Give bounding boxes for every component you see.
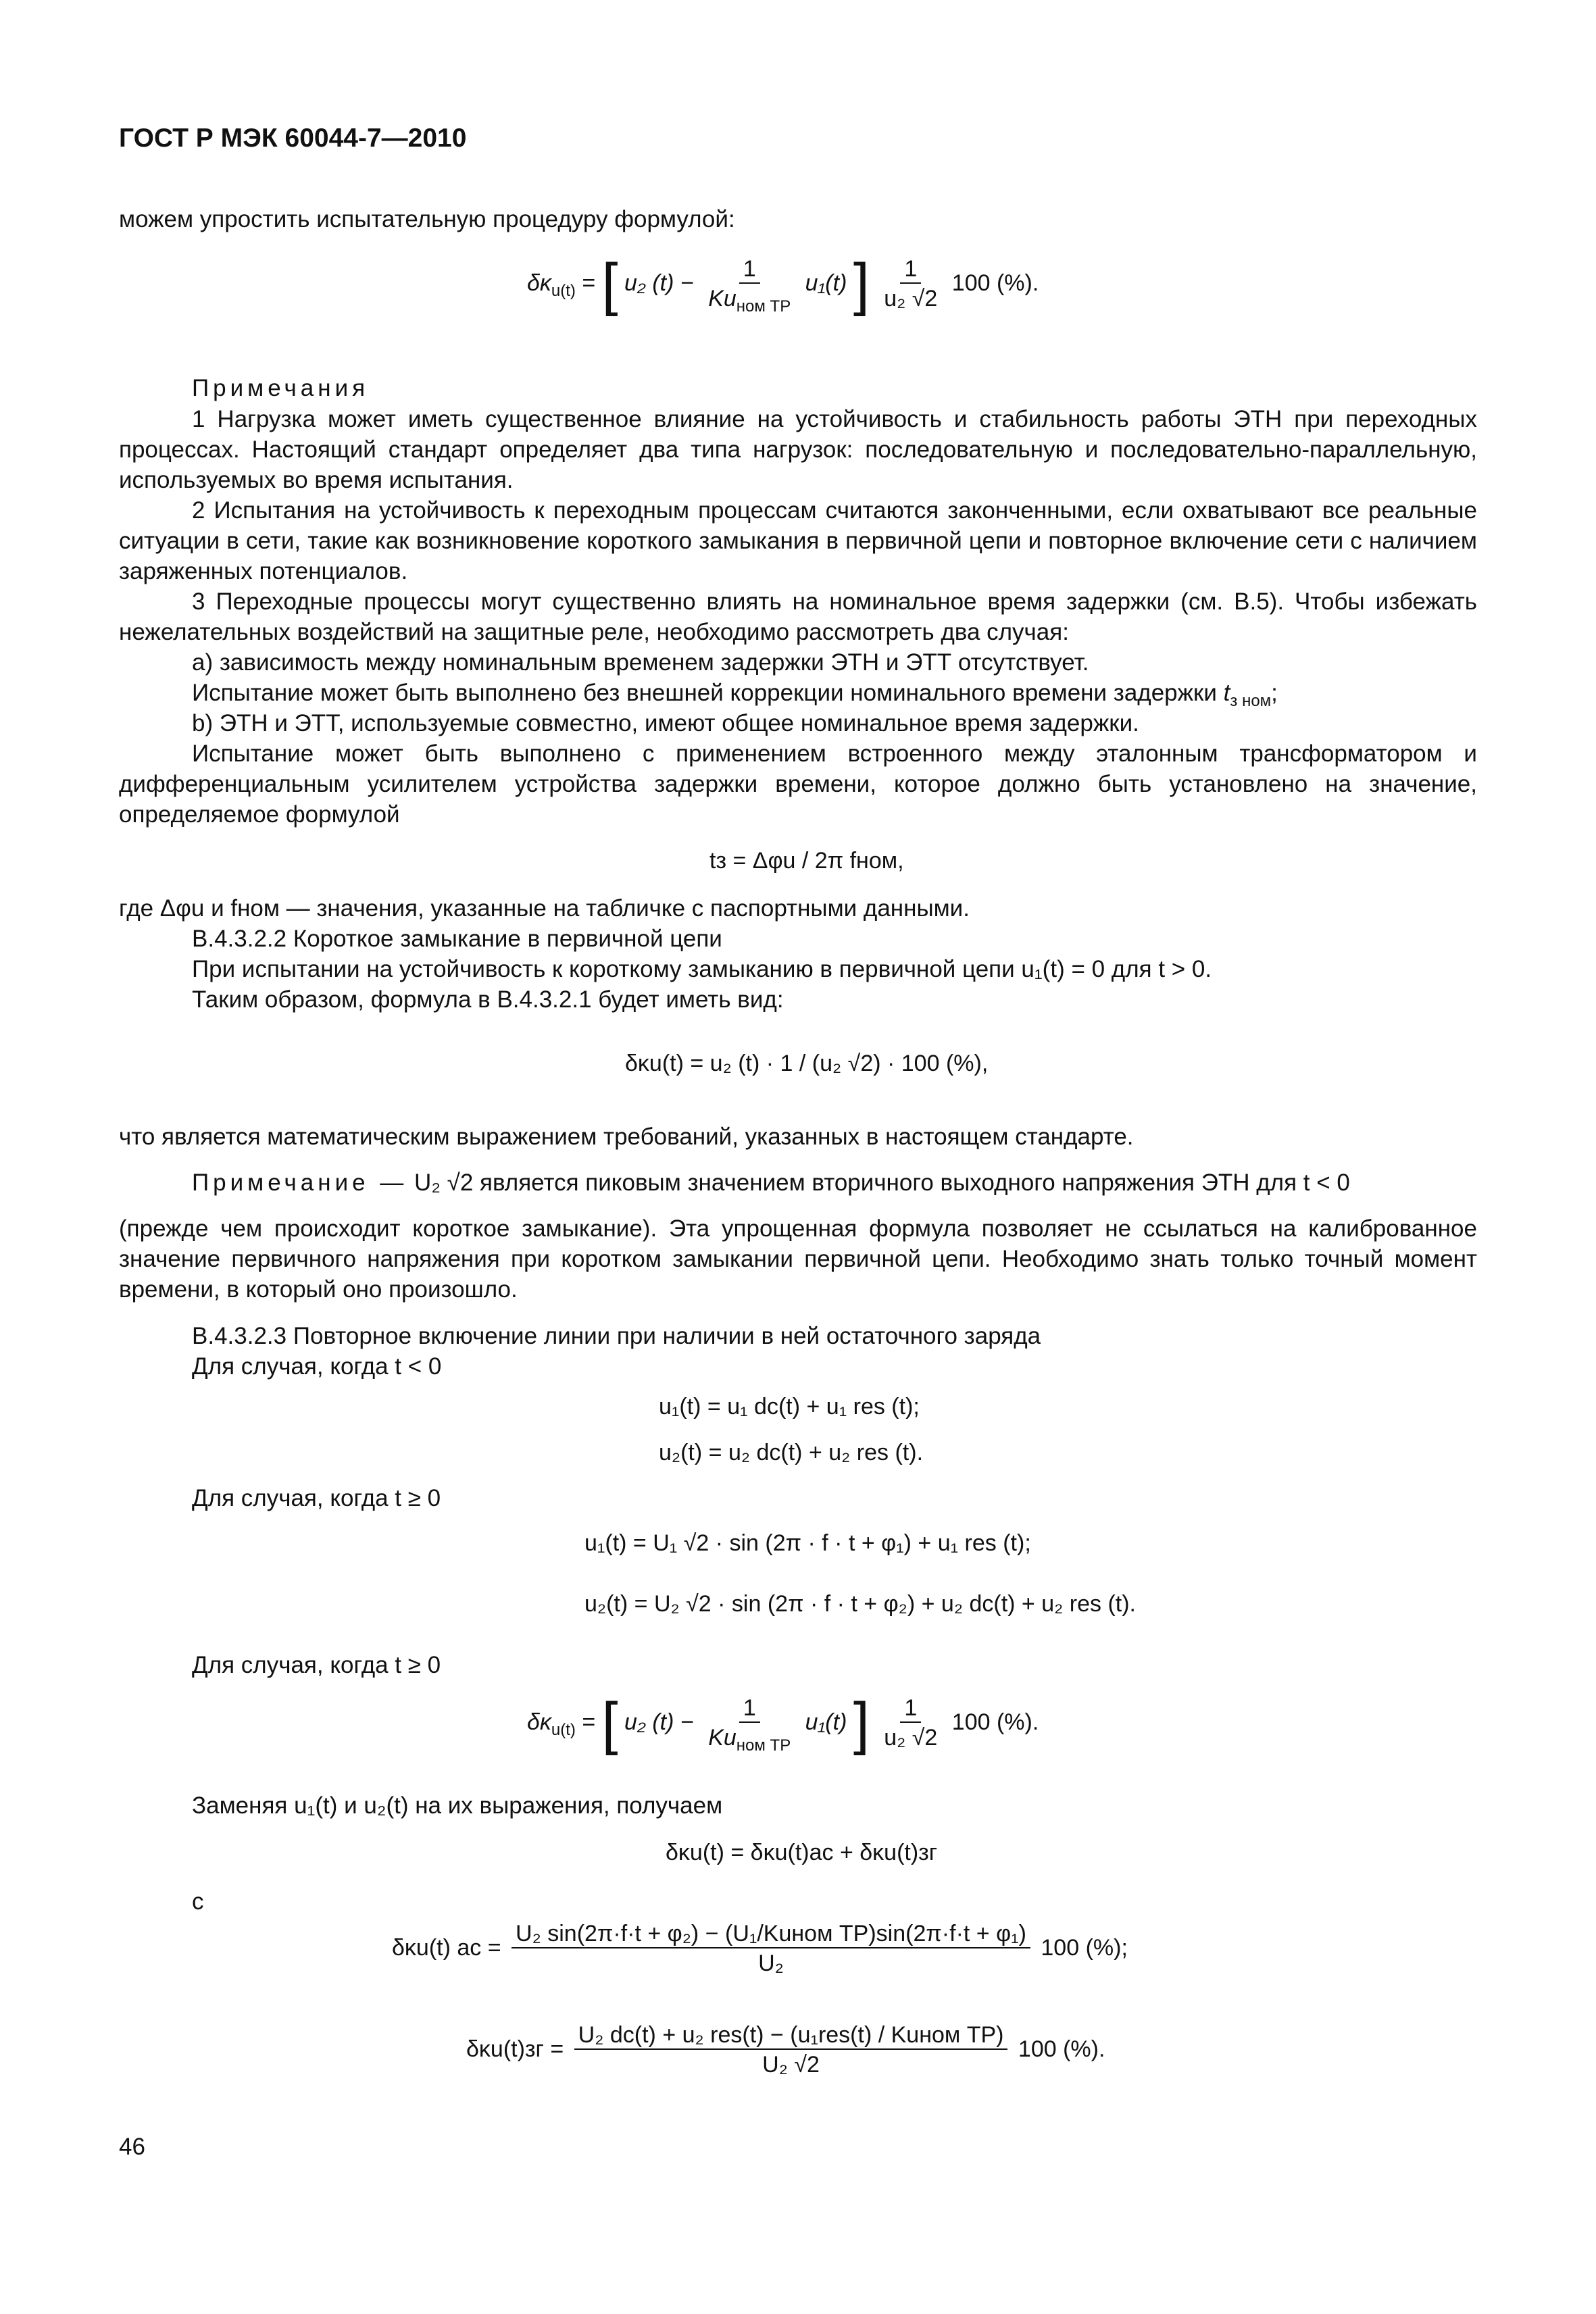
note-2-first-line: Примечание — U₂ √2 является пиковым значением вторичного выходного напряжения ЭТН для t < 0 [192, 1169, 1350, 1196]
notes-title: Примечания [192, 375, 370, 401]
section-b4322-line1: При испытании на устойчивость к короткому замыканию в первичной цепи u₁(t) = 0 для t > 0. [192, 956, 1212, 982]
eq-delta-sum: δκu(t) = δκu(t)ac + δκu(t)зг [666, 1840, 938, 1865]
case-b-test: Испытание может быть выполнено с применением встроенного между эталонным трансформатором и дифференциальным усилителем устройства задержки времени, которое должно быть установлено на значение, определяемое формулой [119, 740, 1477, 828]
section-b4323-title: В.4.3.2.3 Повторное включение линии при наличии в ней остаточного заряда [192, 1323, 1041, 1349]
formula-short-circuit: δκu(t) = u₂ (t) · 1 / (u₂ √2) · 100 (%), [625, 1051, 989, 1076]
eq-delta-zg: δκu(t)зг = $\frac{\text{U₂ dc(t) + u₂ res(t) − (u₁res(t) / Kuном ТР)}}{\text{U₂ √2}}$ 100 (%). [466, 2022, 1105, 2078]
section-b4322-title: В.4.3.2.2 Короткое замыкание в первичной цепи [192, 926, 722, 952]
formula-delta-k: $\delta\kappa_{u(t)}$ = [ u₂ (t) − $\frac{1}{Ku_{ном ТР}}$ u₁(t) ] $\frac{1}{\text{u₂ √2}}$ 100 (%). [527, 252, 1039, 317]
replace-line: Заменяя u₁(t) и u₂(t) на их выражения, получаем [192, 1792, 723, 1819]
formula-tz: tз = Δφu / 2π fном, [709, 848, 904, 874]
case-t-less-0: Для случая, когда t < 0 [192, 1353, 442, 1380]
case-t-ge-0-a: Для случая, когда t ≥ 0 [192, 1485, 441, 1511]
case-b: b) ЭТН и ЭТТ, используемые совместно, имеют общее номинальное время задержки. [192, 710, 1139, 736]
c-letter: с [192, 1888, 204, 1915]
eq-u2-sin: u₂(t) = U₂ √2 · sin (2π · f · t + φ₂) + u₂ dc(t) + u₂ res (t). [584, 1591, 1136, 1617]
note-2: 2 Испытания на устойчивость к переходным процессам считаются законченными, если охватывают все реальные ситуации в сети, такие как возникновение короткого замыкания в первичной цепи и повторное включение сети с наличием заряженных потенциалов. [119, 497, 1477, 584]
page-number: 46 [119, 2134, 145, 2160]
case-t-ge-0-b: Для случая, когда t ≥ 0 [192, 1652, 441, 1678]
eq-delta-ac: δκu(t) ac = $\frac{\text{U₂ sin(2π·f·t + φ₂) − (U₁/Kuном ТР)sin(2π·f·t + φ₁)}}{\text{U₂}}$ 100 (%); [392, 1921, 1128, 1976]
note-2-text: (прежде чем происходит короткое замыкание). Эта упрощенная формула позволяет не ссылаться на калиброванное значение первичного напряжения при коротком замыкании первичной цепи. Необходимо знать только точный момент времени, в который оно произошло. [119, 1215, 1477, 1303]
case-a-test: Испытание может быть выполнено без внешней коррекции номинального времени задержки $t_{з ном}$; [192, 680, 1278, 710]
intro-line: можем упростить испытательную процедуру формулой: [119, 206, 735, 232]
note-3: 3 Переходные процессы могут существенно влиять на номинальное время задержки (см. В.5). Чтобы избежать нежелательных воздействий на защитные реле, необходимо рассмотреть два случая: [119, 588, 1477, 645]
document-header: ГОСТ Р МЭК 60044-7—2010 [119, 124, 467, 153]
eq-u1-sin: u₁(t) = U₁ √2 · sin (2π · f · t + φ₁) + u₁ res (t); [584, 1530, 1031, 1556]
eq-u2-dc-res: u₂(t) = u₂ dc(t) + u₂ res (t). [659, 1440, 924, 1465]
case-a: а) зависимость между номинальным временем задержки ЭТН и ЭТТ отсутствует. [192, 649, 1089, 676]
eq-u1-dc-res: u₁(t) = u₁ dc(t) + u₁ res (t); [659, 1394, 920, 1419]
formula-delta-k-repeat: $\delta\kappa_{u(t)}$ = [ u₂ (t) − $\frac{1}{Ku_{ном ТР}}$ u₁(t) ] $\frac{1}{\text{u₂ √2}}$ 100 (%). [527, 1691, 1039, 1756]
note-1: 1 Нагрузка может иметь существенное влияние на устойчивость и стабильность работы ЭТН при переходных процессах. Настоящий стандарт определяет два типа нагрузок: последовательную и последовательно-параллельную, используемых во время испытания. [119, 406, 1477, 493]
where-line: где Δφu и fном — значения, указанные на табличке с паспортными данными. [119, 895, 970, 922]
section-b4322-line2: Таким образом, формула в В.4.3.2.1 будет иметь вид: [192, 986, 784, 1013]
section-b4322-after: что является математическим выражением требований, указанных в настоящем стандарте. [119, 1124, 1134, 1150]
